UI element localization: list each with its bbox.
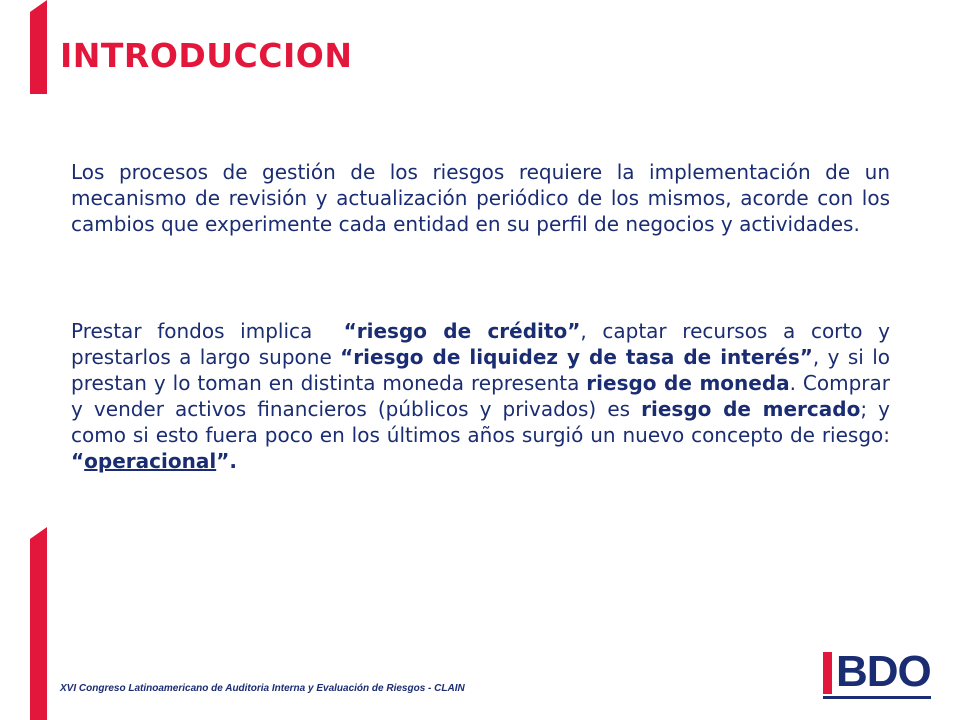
paragraph-text: Prestar fondos implica [71,319,344,343]
quote-open: “ [71,449,85,473]
paragraph-intro: Los procesos de gestión de los riesgos requiere la implementación de un mecanismo de revisión y actualización periódico de los mismos, acorde con los cambios que experimente cada entidad en su perfil de negocios y actividades. [71,160,890,236]
paragraph-text: ; y como si esto fuera poco en los últimos años surgió un nuevo concepto de riesgo: [71,397,890,447]
logo-underline [823,696,931,699]
bdo-logo [823,647,931,696]
slide-title: INTRODUCCION [60,36,353,75]
bold-term-credit-risk: “riesgo de crédito” [343,319,581,343]
operational-link[interactable]: operacional [84,449,217,473]
logo-bracket [823,652,832,694]
bold-term-market-risk: riesgo de mercado [641,397,861,421]
paragraph-text: , captar recursos a corto y prestarlos a largo supone [71,319,890,369]
paragraph-risks [71,318,890,474]
footer-text: XVI Congreso Latinoamericano de Auditoria Interna y Evaluación de Riesgos - CLAIN [60,683,465,694]
accent-bar-bottom [30,527,47,720]
bold-term-liquidity-risk: “riesgo de liquidez y de tasa de interés” [340,345,813,369]
quote-close: ”. [216,449,237,473]
paragraph-text: , y si lo prestan y lo toman en distinta moneda representa [71,345,891,395]
accent-bar-top [30,0,47,94]
logo-text: BDO [836,647,931,696]
bold-term-currency-risk: riesgo de moneda [586,371,790,395]
paragraph-text: . Comprar y vender activos financieros (públicos y privados) es [71,371,891,421]
